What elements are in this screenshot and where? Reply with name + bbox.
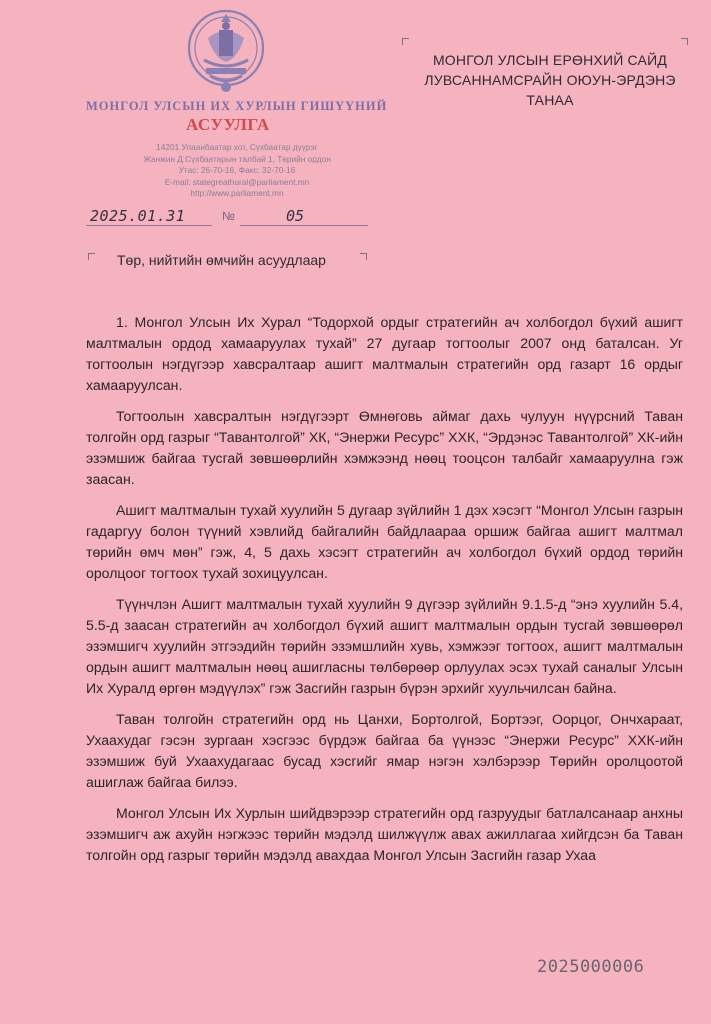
letter-body [86,312,683,876]
address-line: http://www.parliament.mn [190,188,284,198]
number-underline [240,225,368,226]
addressee-line: ТАНАА [526,92,574,108]
addressee-corner-mark [402,38,409,45]
date-underline [86,225,212,226]
registration-number: 2025000006 [537,957,645,977]
address-line: Утас: 26-70-16, Факс: 32-70-16 [178,165,296,175]
document-date: 2025.01.31 [90,207,186,225]
letterhead-document-type: АСУУЛГА [186,115,270,134]
subject-line: Төр, нийтийн өмчийн асуудлаар [117,252,326,268]
subject-corner-mark [360,253,367,260]
body-paragraph: Тогтоолын хавсралтын нэгдүгээрт Өмнөговь аймаг дахь чулуун нүүрсний Таван толгойн орд газрыг “Тавантолгой” ХК, “Энержи Ресурс” ХХК, “Эрдэнэс Тавантолгой” ХК-ийн эзэмшиж байгаа тусгай зөвшөөрлийн хэмжээнд нөөц тооцсон талбайг хамааруулна гэж заасан. [86,408,683,487]
body-paragraph: Түүнчлэн Ашигт малтмалын тухай хуулийн 9 дүгээр зүйлийн 9.1.5-д “энэ хуулийн 5.4, 5.5-д заасан стратегийн ач холбогдол бүхий ашигт малтмалын ордын тусгай зөвшөөрөл эзэмшигч хуулийн этгээдийн төрийн эзэмшлийн хувь, хэмжээг тогтоох, ашигт малтмалын ордын ашигт малтмалын нөөц ашигласны төлбөрөөр орлуулах эсэх тухай саналыг Улсын Их Хуралд өргөн мэдүүлэх” гэж Засгийн газрын бүрэн эрхийг хуульчилсан байна. [86,596,683,696]
state-emblem-icon [186,8,266,94]
address-line: E-mail: stategreathural@parliament.mn [164,176,310,187]
address-line: Жанжин Д.Сүхбаатарын талбай 1, Төрийн ордон [143,153,331,164]
body-paragraph: Ашигт малтмалын тухай хуулийн 5 дугаар зүйлийн 1 дэх хэсэгт “Монгол Улсын газрын гадаргуу болон түүний хэвлийд байгалийн байдлаараа оршиж байгаа ашигт малтмал төрийн өмч мөн” гэж, 4, 5 дахь хэсэгт стратегийн ач холбогдол бүхий ордод төрийн оролцоог тогтоох тухай зохицуулсан. [86,502,683,581]
addressee-block [404,50,696,110]
document-number: 05 [286,207,305,225]
subject-corner-mark [88,253,95,260]
letterhead-organization: МОНГОЛ УЛСЫН ИХ ХУРЛЫН ГИШҮҮНИЙ [86,99,388,113]
body-paragraph: Таван толгойн стратегийн орд нь Цанхи, Бортолгой, Бортээг, Оорцог, Ончхараат, Ухаахудаг гэсэн зургаан хэсгээс бүрдэж байгаа ба үүнээс “Энержи Ресурс” ХХК-ийн эзэмшиж буй Ухаахудагаас бусад хэсгийг ямар нэгэн хэлбэрээр Төрийн оролцоотой ашиглаж байгаа билээ. [86,711,683,790]
number-label: № [222,209,235,223]
body-paragraph: Монгол Улсын Их Хурлын шийдвэрээр стратегийн орд газруудыг батлалсанаар анхны эзэмшигч аж ахуйн нэгжээс төрийн мэдэлд шилжүүлж авах ажиллагаа хийгдсэн ба Таван толгойн орд газрыг төрийн мэдэлд авахдаа Монгол Улсын Засгийн газар Ухаа [86,805,683,863]
body-paragraph: 1. Монгол Улсын Их Хурал “Тодорхой ордыг стратегийн ач холбогдол бүхий ашигт малтмалын ордод хамааруулах тухай” 27 дугаар тогтоолыг 2007 онд баталсан. Уг тогтоолын нэгдүгээр хавсралтаар ашигт малтмалын стратегийн орд газарт 16 ордыг хамааруулсан. [86,314,683,393]
addressee-line: МОНГОЛ УЛСЫН ЕРӨНХИЙ САЙД [432,52,668,68]
addressee-corner-mark [681,38,688,45]
date-number-line [86,207,376,229]
letterhead-address [92,142,382,200]
addressee-line: ЛУВСАННАМСРАЙН ОЮУН-ЭРДЭНЭ [424,72,676,88]
address-line: 14201 Улаанбаатар хот, Сүхбаатар дүүрэг [156,142,318,152]
